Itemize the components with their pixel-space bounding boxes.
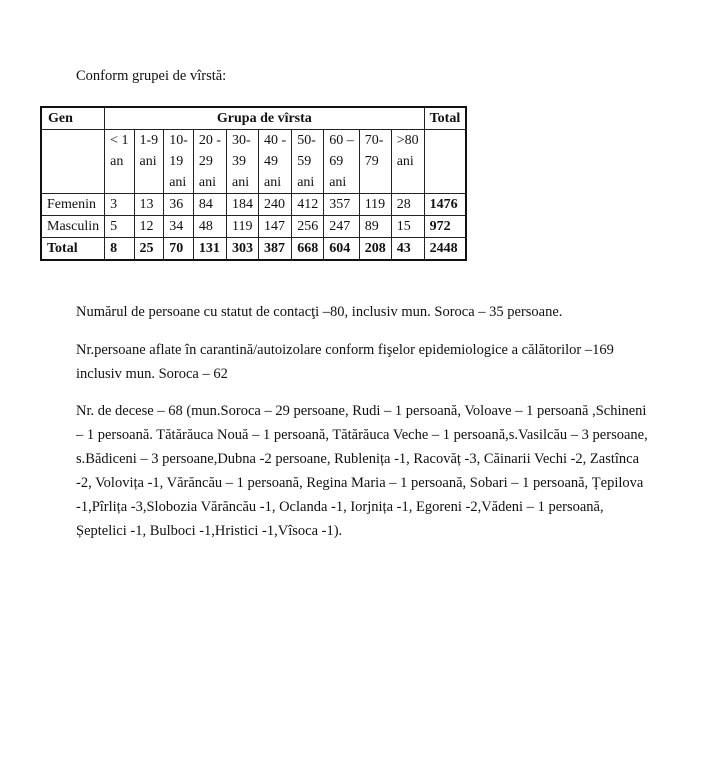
table-cell: 5 xyxy=(105,216,134,238)
table-header-row xyxy=(41,107,466,130)
header-gen: Gen xyxy=(41,107,105,130)
paragraph-deaths: Nr. de decese – 68 (mun.Soroca – 29 persoane, Rudi – 1 persoană, Voloave – 1 persoană ,Schineni – 1 persoană. Tătărăuca Nouă – 1 persoană, Tătărăuca Veche – 1 persoană,s.Vasilcău – 3 persoane, s.Bădiceni – 3 persoane,Dubna -2 persoane, Rublenița -1, Racovăț -3, Căinarii Vechi -2, Zastînca -2, Volovița -1, Vărăncău – 1 persoană, Regina Maria – 1 persoană, Sobari – 1 persoană, Țepilova -1,Pîrlița -3,Slobozia Vărăncău -1, Oclanda -1, Iorjnița -1, Egoreni -2,Vădeni – 1 persoană, Șeptelici -1, Bulboci -1,Hristici -1,Vîsoca -1). xyxy=(76,403,648,539)
gen-header-spacer xyxy=(41,151,105,172)
table-cell: 12 xyxy=(134,216,164,238)
table-cell: 303 xyxy=(227,238,259,261)
age-group-header-cell: 10- xyxy=(164,130,194,152)
age-group-header-cell: an xyxy=(105,151,134,172)
table-cell: 13 xyxy=(134,194,164,216)
table-cell: 43 xyxy=(391,238,424,261)
age-group-table xyxy=(40,106,467,261)
total-header-spacer xyxy=(424,130,466,152)
table-cell: 247 xyxy=(324,216,360,238)
table-cell: 8 xyxy=(105,238,134,261)
age-group-header-cell: 1-9 xyxy=(134,130,164,152)
age-group-header-cell: ani xyxy=(259,172,292,194)
age-group-header-cell: 69 xyxy=(324,151,360,172)
row-label: Masculin xyxy=(41,216,105,238)
row-total-cell: 1476 xyxy=(424,194,466,216)
table-row-femenin xyxy=(41,194,466,216)
table-cell: 240 xyxy=(259,194,292,216)
table-row-total xyxy=(41,238,466,261)
table-cell: 208 xyxy=(359,238,391,261)
age-header-line-1 xyxy=(41,130,466,152)
table-cell: 387 xyxy=(259,238,292,261)
row-label: Total xyxy=(41,238,105,261)
age-group-header-cell xyxy=(359,172,391,194)
age-group-header-cell: 40 - xyxy=(259,130,292,152)
age-group-header-cell: 50- xyxy=(292,130,324,152)
table-cell: 184 xyxy=(227,194,259,216)
age-group-header-cell: 19 xyxy=(164,151,194,172)
row-total-cell: 2448 xyxy=(424,238,466,261)
table-cell: 48 xyxy=(193,216,226,238)
age-group-header-cell: ani xyxy=(391,151,424,172)
age-group-header-cell: 39 xyxy=(227,151,259,172)
age-group-header-cell xyxy=(134,172,164,194)
age-group-header-cell: < 1 xyxy=(105,130,134,152)
gen-header-spacer xyxy=(41,130,105,152)
paragraph-quarantine: Nr.persoane aflate în carantină/autoizolare conform fişelor epidemiologice a călătorilor –169 inclusiv mun. Soroca – 62 xyxy=(76,342,614,382)
gen-header-spacer xyxy=(41,172,105,194)
age-group-header-cell: 60 – xyxy=(324,130,360,152)
age-group-header-cell: 79 xyxy=(359,151,391,172)
age-group-header-cell: ani xyxy=(227,172,259,194)
age-group-header-cell: 59 xyxy=(292,151,324,172)
age-group-header-cell: ani xyxy=(164,172,194,194)
table-cell: 3 xyxy=(105,194,134,216)
header-age-group: Grupa de vîrsta xyxy=(105,107,425,130)
age-group-header-cell: ani xyxy=(193,172,226,194)
table-cell: 25 xyxy=(134,238,164,261)
age-group-header-cell: >80 xyxy=(391,130,424,152)
table-cell: 119 xyxy=(359,194,391,216)
table-cell: 89 xyxy=(359,216,391,238)
table-cell: 147 xyxy=(259,216,292,238)
age-group-header-cell: ani xyxy=(292,172,324,194)
table-row-masculin xyxy=(41,216,466,238)
table-cell: 604 xyxy=(324,238,360,261)
age-header-line-3 xyxy=(41,172,466,194)
row-total-cell: 972 xyxy=(424,216,466,238)
table-cell: 84 xyxy=(193,194,226,216)
age-group-header-cell: 49 xyxy=(259,151,292,172)
table-cell: 70 xyxy=(164,238,194,261)
age-group-header-cell: 30- xyxy=(227,130,259,152)
age-group-header-cell xyxy=(391,172,424,194)
total-header-spacer xyxy=(424,151,466,172)
table-cell: 28 xyxy=(391,194,424,216)
table-cell: 357 xyxy=(324,194,360,216)
total-header-spacer xyxy=(424,172,466,194)
header-total: Total xyxy=(424,107,466,130)
table-cell: 34 xyxy=(164,216,194,238)
table-cell: 119 xyxy=(227,216,259,238)
table-cell: 668 xyxy=(292,238,324,261)
table-cell: 412 xyxy=(292,194,324,216)
paragraph-contacts: Numărul de persoane cu statut de contacţi –80, inclusiv mun. Soroca – 35 persoane. xyxy=(76,304,563,320)
age-header-line-2 xyxy=(41,151,466,172)
row-label: Femenin xyxy=(41,194,105,216)
table-cell: 256 xyxy=(292,216,324,238)
table-cell: 131 xyxy=(193,238,226,261)
age-group-header-cell: ani xyxy=(134,151,164,172)
age-group-header-cell: 29 xyxy=(193,151,226,172)
age-group-header-cell: 70- xyxy=(359,130,391,152)
age-group-header-cell xyxy=(105,172,134,194)
age-group-header-cell: ani xyxy=(324,172,360,194)
age-group-header-cell: 20 - xyxy=(193,130,226,152)
table-caption: Conform grupei de vîrstă: xyxy=(76,68,227,84)
table-cell: 36 xyxy=(164,194,194,216)
table-cell: 15 xyxy=(391,216,424,238)
